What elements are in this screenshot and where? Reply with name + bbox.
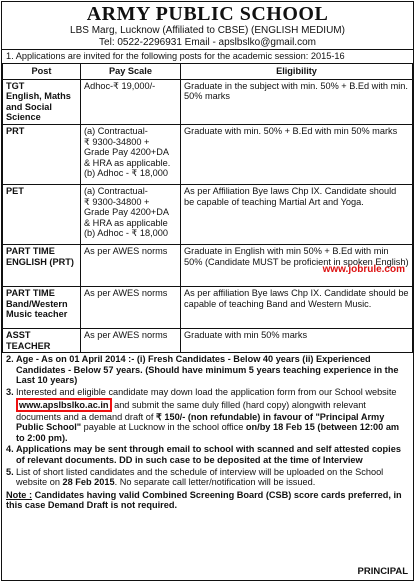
eligibility-cell: Graduate in the subject with min. 50% + B.Ed with min. 50% marks — [181, 79, 413, 124]
footer-note — [2, 490, 413, 511]
intro-line: 1. Applications are invited for the following posts for the academic session: 2015-16 — [6, 51, 345, 61]
pay-scale-cell: As per AWES norms — [81, 244, 181, 286]
pay-scale-cell: Adhoc-₹ 19,000/- — [81, 79, 181, 124]
note-application-text-3: payable at Lucknow in the school office — [81, 422, 246, 433]
table-row — [3, 328, 413, 352]
post-cell: TGT English, Maths and Social Science — [3, 79, 81, 124]
column-header-eligibility: Eligibility — [181, 64, 413, 80]
table-row — [3, 184, 413, 244]
eligibility-cell: Graduate with min 50% marks — [181, 328, 413, 352]
notes-section — [2, 353, 413, 490]
note-application-text-2: and submit the same duly filled (hard copy) alongwith relevant documents and a demand draft of — [16, 399, 366, 422]
note-application-fee: ₹ 150/- (non refundable) in favour of "Principal Army Public School" — [16, 411, 385, 433]
pay-scale-cell: (a) Contractual- ₹ 9300-34800 + Grade Pay 4200+DA & HRA as applicable. (b) Adhoc - ₹ 18,000 — [81, 124, 181, 184]
table-row — [3, 124, 413, 184]
note-number: 4. — [6, 444, 14, 455]
post-cell: PART TIME ENGLISH (PRT) — [3, 244, 81, 286]
note-age-text: Age - As on 01 April 2014 :- (i) Fresh Candidates - Below 40 years (ii) Experienced Candidates - Below 57 years. — [16, 354, 371, 375]
eligibility-cell: As per Affiliation Bye laws Chp IX. Candidate should be capable of teaching Martial Art and Yoga. — [181, 184, 413, 244]
school-name: ARMY PUBLIC SCHOOL — [86, 3, 329, 25]
note-email-text: Applications may be sent through email to school with scanned and self attested copies of relevant documents. DD in such case to be deposited at the time of Interview — [16, 444, 401, 465]
column-header-pay-scale: Pay Scale — [81, 64, 181, 80]
post-cell: ASST TEACHER — [3, 328, 81, 352]
note-shortlist — [6, 467, 409, 488]
job-advertisement — [1, 1, 414, 581]
eligibility-cell: Graduate in English with min 50% + B.Ed with min 50% (Candidate MUST be proficient in spoken English) — [181, 244, 413, 286]
post-cell: PRT — [3, 124, 81, 184]
note-age-experience: (Should have minimum 5 years teaching experience in the Last 10 years) — [16, 364, 399, 386]
post-cell: PART TIME Band/Western Music teacher — [3, 286, 81, 328]
note-shortlist-date: 28 Feb 2015 — [62, 477, 115, 488]
school-address: LBS Marg, Lucknow (Affiliated to CBSE) (ENGLISH MEDIUM) — [70, 25, 345, 36]
eligibility-cell: As per affiliation Bye laws Chp IX. Candidate should be capable of teaching Band and Western Music. — [181, 286, 413, 328]
note-application — [6, 387, 409, 443]
note-shortlist-text-2: . No separate call letter/notification will be issued. — [114, 477, 316, 488]
note-application-text: Interested and eligible candidate may down load the application form from our School website — [16, 386, 397, 397]
note-email — [6, 444, 409, 465]
footer-note-text: Candidates having valid Combined Screening Board (CSB) score cards preferred, in this case Demand Draft is not required. — [6, 489, 402, 511]
eligibility-cell: Graduate with min. 50% + B.Ed with min 50% marks — [181, 124, 413, 184]
table-row — [3, 79, 413, 124]
pay-scale-cell: (a) Contractual- ₹ 9300-34800 + Grade Pay 4200+DA & HRA as applicable (b) Adhoc - ₹ 18,000 — [81, 184, 181, 244]
signatory-principal: PRINCIPAL — [357, 566, 408, 578]
post-cell: PET — [3, 184, 81, 244]
note-shortlist-text: List of short listed candidates and the schedule of interview will be uploaded on the School website on — [16, 466, 384, 488]
school-contact: Tel: 0522-2296931 Email - apslbslko@gmail.com — [99, 37, 316, 48]
note-number: 3. — [6, 386, 14, 397]
note-age — [6, 354, 409, 386]
pay-scale-cell: As per AWES norms — [81, 286, 181, 328]
column-header-post: Post — [3, 64, 81, 80]
pay-scale-cell: As per AWES norms — [81, 328, 181, 352]
note-application-deadline: on/by 18 Feb 15 (between 12:00 am to 2:00 pm). — [16, 422, 400, 443]
watermark-text: www.jobrule.com — [322, 264, 405, 275]
table-header-row — [3, 64, 413, 80]
note-number: 5. — [6, 466, 14, 477]
footer-note-label: Note : — [6, 489, 33, 500]
posts-table — [2, 63, 413, 353]
school-website-link[interactable]: www.apslbslko.ac.in — [16, 398, 112, 412]
table-row — [3, 286, 413, 328]
note-number: 2. — [6, 354, 14, 365]
